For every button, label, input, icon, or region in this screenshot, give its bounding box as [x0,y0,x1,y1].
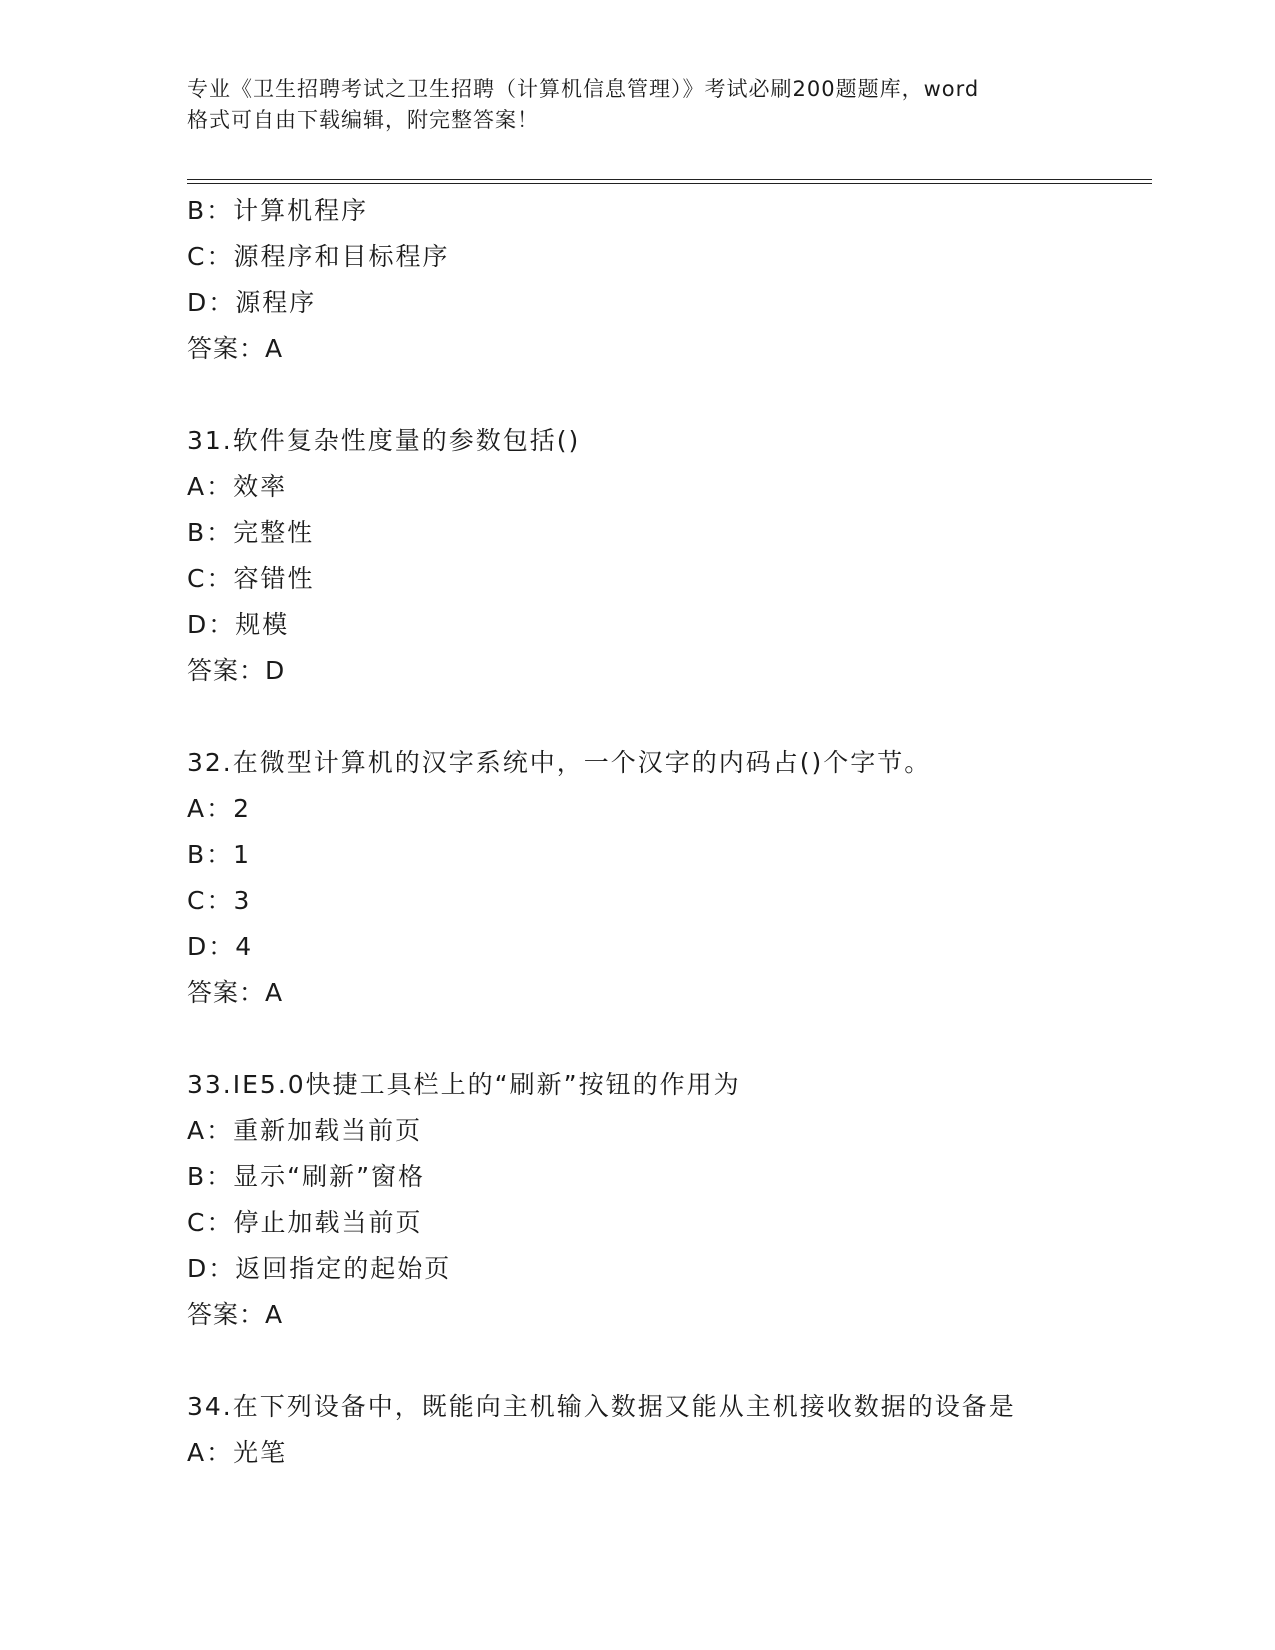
document-header [187,74,1087,136]
question-33: 33.IE5.0快捷工具栏上的“刷新”按钮的作用为 [187,1070,741,1099]
option-c: C：3 [187,886,252,915]
option-d: D：规模 [187,610,290,639]
option-d: D：4 [187,932,254,961]
spacer [187,1338,1147,1384]
option-a: A：2 [187,794,252,823]
option-c: C：停止加载当前页 [187,1208,423,1237]
option-a: A：效率 [187,472,288,501]
header-rule-secondary [187,183,1152,184]
question-list [187,188,1147,1476]
option-b: B：完整性 [187,518,315,547]
option-b: B：计算机程序 [187,196,369,225]
spacer [187,694,1147,740]
question-32: 32.在微型计算机的汉字系统中，一个汉字的内码占()个字节。 [187,748,932,777]
option-d: D：返回指定的起始页 [187,1254,452,1283]
question-34: 34.在下列设备中，既能向主机输入数据又能从主机接收数据的设备是 [187,1392,1016,1421]
header-rule [187,179,1152,180]
question-31: 31.软件复杂性度量的参数包括() [187,426,581,455]
option-c: C：源程序和目标程序 [187,242,450,271]
spacer [187,372,1147,418]
answer-line: 答案：A [187,978,284,1007]
option-b: B：显示“刷新”窗格 [187,1162,426,1191]
answer-line: 答案：A [187,1300,284,1329]
option-a: A：重新加载当前页 [187,1116,423,1145]
spacer [187,1016,1147,1062]
header-line-1: 专业《卫生招聘考试之卫生招聘（计算机信息管理）》考试必刷200题题库，word [187,77,980,101]
header-line-2: 格式可自由下载编辑，附完整答案！ [187,108,539,132]
option-b: B：1 [187,840,252,869]
option-c: C：容错性 [187,564,315,593]
answer-line: 答案：A [187,334,284,363]
answer-line: 答案：D [187,656,286,685]
option-a: A：光笔 [187,1438,288,1467]
option-d: D：源程序 [187,288,317,317]
